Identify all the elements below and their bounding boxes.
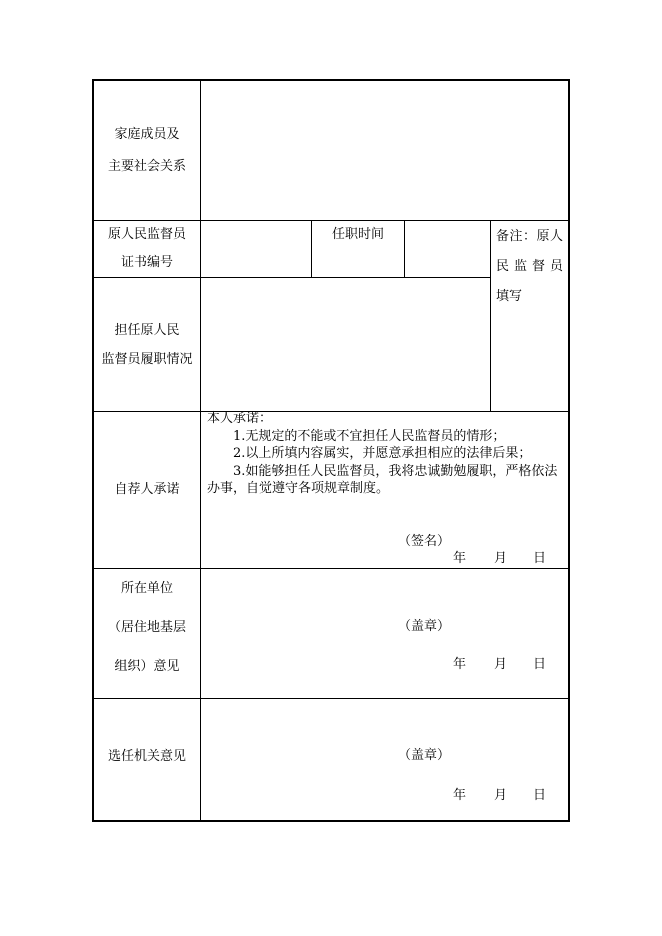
remark-line-1: 备注：原人 [496,229,563,244]
pledge-item-3: 3.如能够担任人民监督员，我将忠诚勤勉履职，严格依法 [233,463,558,479]
authority-opinion-label-cell [93,698,201,821]
pledge-item-2: 2.以上所填内容属实，并愿意承担相应的法律后果； [233,446,532,461]
family-relations-label-line-1: 家庭成员及 [114,126,180,142]
remark-cell [490,220,569,412]
remark-line-2: 民监督员 [496,259,563,274]
unit-opinion-label-cell [93,568,201,699]
certificate-number-label-cell [93,220,201,278]
term-label: 任职时间 [331,227,384,242]
unit-opinion-label-line-3: 组织）意见 [114,659,180,674]
unit-opinion-content-cell [200,568,569,699]
authority-date-month: 月 [494,788,508,803]
pledge-date-day: 日 [533,551,547,566]
self-nomination-form-table [93,80,569,821]
unit-opinion-label-line-1: 所在单位 [120,581,173,596]
duty-performance-label-line-2: 监督员履职情况 [101,351,193,367]
pledge-content-cell [200,411,569,569]
unit-date-year: 年 [453,657,467,672]
remark-line-3: 填写 [496,289,523,304]
term-value-cell [404,220,491,278]
unit-opinion-label-line-2: （居住地基层 [107,620,186,635]
duty-performance-value-cell [200,277,491,412]
pledge-text [207,410,564,498]
certificate-number-label-line-1: 原人民监督员 [107,227,186,242]
pledge-item-1: 1.无规定的不能或不宜担任人民监督员的情形； [233,428,506,444]
authority-date-day: 日 [533,788,547,803]
family-relations-label-cell [93,80,201,221]
pledge-label-cell [93,411,201,569]
authority-seal-label: （盖章） [398,748,451,763]
authority-opinion-label: 选任机关意见 [107,748,186,764]
pledge-date-month: 月 [494,551,508,566]
signature-label: （签名） [398,534,451,549]
duty-performance-label-line-1: 担任原人民 [114,322,180,338]
authority-opinion-content-cell [200,698,569,821]
unit-seal-label: （盖章） [398,619,451,634]
pledge-item-3-continuation: 办事，自觉遵守各项规章制度。 [207,481,390,496]
pledge-label: 自荐人承诺 [114,482,180,497]
family-relations-value-cell [200,80,569,221]
certificate-number-value-cell [200,220,312,278]
unit-date-month: 月 [494,657,508,672]
pledge-date-year: 年 [453,551,467,566]
term-label-cell [311,220,405,278]
pledge-heading: 本人承诺： [207,411,273,426]
authority-date-year: 年 [453,788,467,803]
unit-date-day: 日 [533,657,547,672]
certificate-number-label-line-2: 证书编号 [120,255,173,270]
duty-performance-label-cell [93,277,201,412]
family-relations-label-line-2: 主要社会关系 [107,158,186,174]
